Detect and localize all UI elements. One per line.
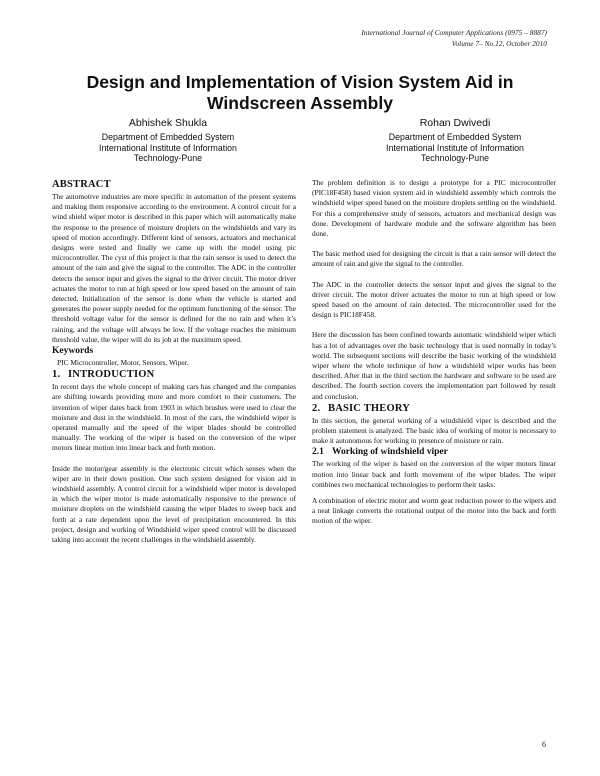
basic-theory-text: In this section, the general working of a windshield viper is described and the problem statement is analyzed. The basic idea of working of motor is necessary to make it autonomous for working in presence of moisture or rain. bbox=[312, 415, 556, 446]
paper-title: Design and Implementation of Vision System Aid in Windscreen Assembly bbox=[86, 72, 514, 113]
section-title: INTRODUCTION bbox=[68, 369, 155, 381]
intro-paragraph: Inside the motor/gear assembly is the electronic circuit which senses when the wiper are in their down position. One such system designed for vision aid in windshield assembly. A control circuit for a windshield wiper motor is developed in which the wiper motor is made automatically responsive to the presence of moisture droplets on the windshield causing the wiper blades to sweep back and forth at a rate dependent upon the level of precipitation encountered. In this project, design and working of Windshield wiper speed control will be discussed taking into account the recent challenges in the windshield assembly. bbox=[52, 463, 296, 545]
body-paragraph: Here the discussion has been confined towards automatic windshield wiper which has a lot of advantages over the basic technology that is used normally in today’s world. The subsequent sections will describe the basic working of the windshield wiper where the whole technique of how a windshield wiper works has been described. After that in the third section the hardware and software to be used are described. The fourth section covers the implementation part followed by result and conclusion. bbox=[312, 330, 556, 401]
keywords-heading: Keywords bbox=[52, 346, 94, 357]
section-title: BASIC THEORY bbox=[328, 402, 411, 414]
subsection-title: Working of windshield viper bbox=[332, 447, 448, 458]
section-number: 1. bbox=[52, 369, 61, 381]
section-number: 2. bbox=[312, 402, 321, 414]
author-department: Department of Embedded System bbox=[101, 132, 235, 142]
author-name: Abhishek Shukla bbox=[128, 117, 208, 129]
author-name: Rohan Dwivedi bbox=[419, 117, 491, 129]
subsection-number: 2.1 bbox=[312, 447, 324, 458]
body-paragraph: The ADC in the controller detects the sensor input and gives the signal to the driver circuit. The motor driver actuates the motor to run at high speed or low speed based on the amount of rain detected. The microcontroller used for the design is PIC18F458. bbox=[312, 279, 556, 320]
author-department: Department of Embedded System bbox=[388, 132, 522, 142]
intro-paragraph: In recent days the whole concept of making cars has changed and the companies are shifting towards providing more and more comfort to their customers. The invention of wiper dates back from 1903 in which brushes were used to clear the moisture and dust in the windshield. In most of the cars, the windshield wiper is operated manually and the speed of the wiper blades should be controlled manually. The working of the wiper is based on the conversion of the wiper motors linear motion into linear back and forth motion. bbox=[52, 382, 296, 453]
working-paragraph: A combination of electric motor and worm gear reduction power to the wipers and a neat linkage converts the rotational output of the motor into the back and forth motion of the wiper. bbox=[312, 496, 556, 526]
keywords-text: PIC Microcontroller, Motor, Sensors, Wiper. bbox=[57, 358, 189, 368]
working-heading bbox=[312, 446, 556, 459]
right-column bbox=[312, 178, 556, 527]
working-paragraph: The working of the wiper is based on the conversion of the wiper motors linear motion into linear back and forth movement of the wiper blades. The wiper combines two mechanical technologies to perform their tasks: bbox=[312, 459, 556, 489]
author-location: Technology-Pune bbox=[421, 153, 489, 163]
author-block bbox=[58, 117, 278, 164]
body-paragraph: The basic method used for designing the circuit is that a rain sensor will detect the amount of rain and give the signal to the controller. bbox=[312, 249, 556, 269]
abstract-heading: ABSTRACT bbox=[52, 179, 111, 190]
author-institute: International Institute of Information bbox=[386, 142, 524, 153]
page-number: 6 bbox=[542, 740, 546, 749]
abstract-text: The automotive industries are more specific in automation of the present systems and making them responsive according to the environment. A control circuit for a wind shield wiper motor is described in this paper which will automatically make the response to the presence of moisture droplets on the windshields and vary its speed of motion accordingly. Different kind of sensors, actuators and mechanical designs were tested and finally we came up with the model using pic microcontroller. The cyst of this project is that the rain sensor is used to detect the amount of the rain and give the signal to the controller. The ADC in the controller detects the sensor input and gives the signal to the driver circuit. The motor driver actuates the motor to run at high speed or low speed based on the amount of rain detected. Initialization of the sensor is done when the vehicle is started and generates the power supply needed for the optimum functioning of the sensor. The threshold voltage value for the sensor is defined for the no rain and when it’s raining, and the voltage will always be low. If the voltage reaches the minimum threshold value, the wiper will do its job at the maximum speed. bbox=[52, 192, 296, 344]
journal-volume: Volume 7– No.12, October 2010 bbox=[451, 39, 547, 48]
journal-citation: International Journal of Computer Applications (0975 – 8887) bbox=[361, 28, 547, 37]
left-column bbox=[52, 178, 296, 545]
journal-header bbox=[361, 27, 547, 49]
author-block bbox=[345, 117, 565, 164]
author-location: Technology-Pune bbox=[134, 153, 202, 163]
basic-theory-heading bbox=[312, 402, 556, 416]
author-institute: International Institute of Information bbox=[99, 142, 237, 153]
introduction-heading bbox=[52, 368, 296, 382]
body-paragraph: The problem definition is to design a prototype for a PIC microcontroller (PIC18F458) based vision system aid in windshield assembly which controls the windshield wiper speed based on the moisture droplets settling on the windshield. For this a comprehensive study of sensors, actuators and mechanical design was done. Development of hardware module and the software algorithm has been done. bbox=[312, 178, 556, 239]
